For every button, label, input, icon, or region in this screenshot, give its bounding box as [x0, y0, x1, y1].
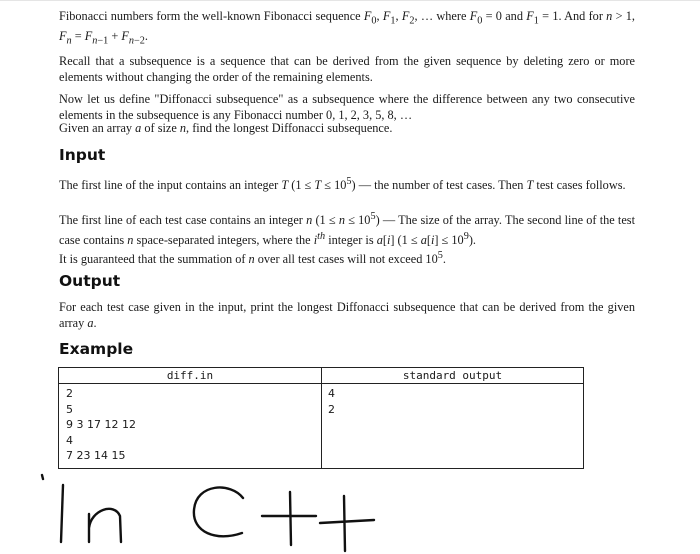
- example-input-line: 4: [66, 433, 73, 447]
- handwriting-letter-c: [194, 488, 243, 537]
- page-top-edge: [0, 0, 700, 1]
- example-heading: Example: [59, 340, 134, 358]
- handwriting-letter-n: [89, 509, 121, 542]
- output-heading: Output: [59, 272, 121, 290]
- handwriting-plus-1: [262, 492, 316, 545]
- subsequence-definition-paragraph: Recall that a subsequence is a sequence that can be derived from the given sequence by deleting zero or more elements without changing the order of the remaining elements.: [59, 54, 635, 84]
- input-heading: Input: [59, 146, 106, 164]
- input-guarantee-paragraph: It is guaranteed that the summation of n over all test cases will not exceed $10^5$.: [59, 250, 446, 267]
- example-output-cell: [328, 386, 335, 417]
- output-header: standard output: [402, 369, 503, 382]
- example-input-cell: [66, 386, 136, 464]
- example-input-line: 9 3 17 12 12: [66, 418, 136, 431]
- table-column-divider: [321, 368, 322, 468]
- handwritten-note: [0, 470, 700, 554]
- example-output-line: 4: [328, 387, 335, 400]
- input-test-case-paragraph: The first line of each test case contains an integer n $(1 \le n \le 10^5)$ — The size of the array. The second line of the test case contains n space-separated integers, where the $i^{th}$ integer is a[i] $(1 \le a[i] \le 10^9)$.: [59, 211, 635, 247]
- example-input-line: 7 23 14 15: [66, 449, 126, 462]
- intro-paragraph: Fibonacci numbers form the well-known Fibonacci sequence $F_0$, $F_1$, $F_2$, … where $F_0 = 0$ and $F_1 = 1$. And for n > 1, $F_n = F_{n-1} + F_{n-2}$.: [59, 9, 636, 47]
- example-input-line: 5: [66, 402, 73, 416]
- output-paragraph: For each test case given in the input, print the longest Diffonacci subsequence that can be derived from the given array a.: [59, 300, 635, 330]
- handwriting-dot: [42, 475, 43, 479]
- handwriting-plus-2: [320, 496, 374, 551]
- task-paragraph: Given an array a of size n, find the longest Diffonacci subsequence.: [59, 121, 393, 135]
- example-input-line: 2: [66, 387, 73, 400]
- example-output-line: 2: [328, 402, 335, 416]
- input-first-line-paragraph: The first line of the input contains an integer T $(1 \le T \le 10^5)$ — the number of test cases. Then T test cases follows.: [59, 176, 626, 193]
- handwriting-letter-i: [61, 485, 63, 542]
- example-table: [58, 367, 584, 469]
- diffonacci-definition-paragraph: Now let us define "Diffonacci subsequence" as a subsequence where the difference between any two consecutive elements in the subsequence is any Fibonacci number 0, 1, 2, 3, 5, 8, …: [59, 92, 635, 122]
- input-file-header: diff.in: [166, 369, 214, 382]
